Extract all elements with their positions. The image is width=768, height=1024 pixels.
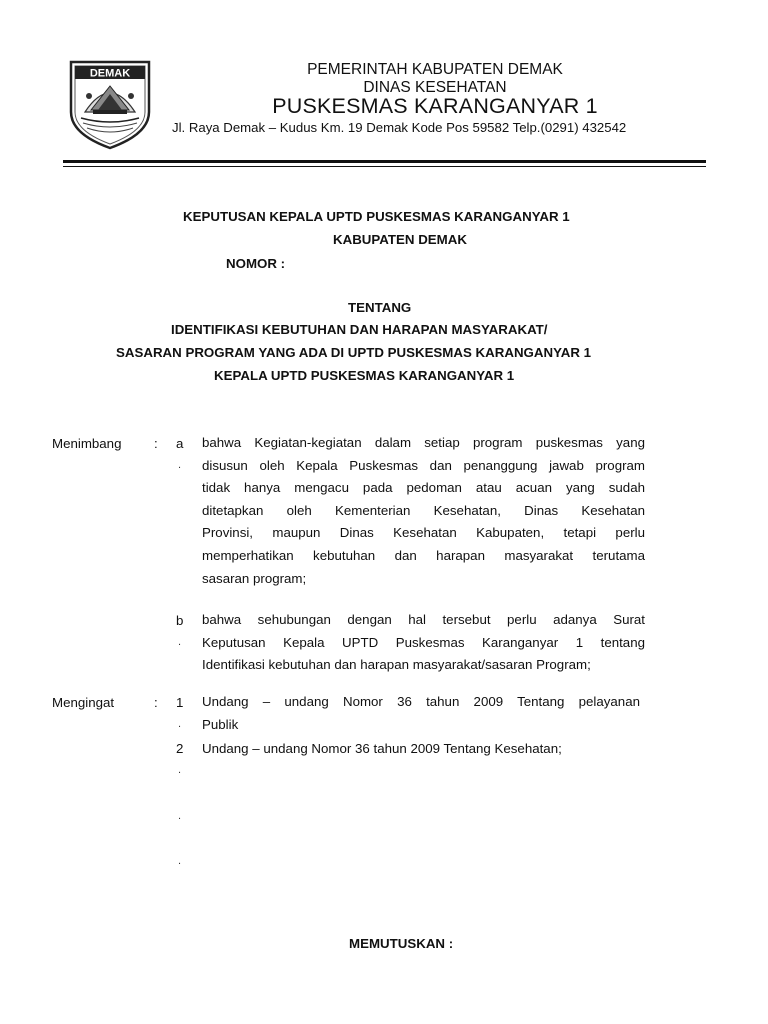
mengingat-empty-dot: . xyxy=(178,855,182,867)
letterhead-institution: PUSKESMAS KARANGANYAR 1 xyxy=(272,94,598,118)
decree-region: KABUPATEN DEMAK xyxy=(333,232,467,247)
paragraph-line: sasaran program; xyxy=(202,570,307,586)
paragraph-line: ditetapkan oleh Kementerian Kesehatan, Dinas Kesehatan xyxy=(202,502,645,518)
demak-emblem-icon xyxy=(67,60,153,150)
menimbang-item-a xyxy=(202,432,645,590)
letterhead-rule-thick xyxy=(63,160,706,163)
menimbang-item-b xyxy=(202,609,645,677)
menimbang-dot-a: . xyxy=(178,459,182,471)
decree-subject-line2: SASARAN PROGRAM YANG ADA DI UPTD PUSKESMAS KARANGANYAR 1 xyxy=(116,345,592,360)
mengingat-empty-dot: . xyxy=(178,810,182,822)
paragraph-line: bahwa sehubungan dengan hal tersebut perlu adanya Surat xyxy=(202,612,645,627)
mengingat-item-2: Undang – undang Nomor 36 tahun 2009 Tentang Kesehatan; xyxy=(202,741,562,756)
decree-title: KEPUTUSAN KEPALA UPTD PUSKESMAS KARANGANYAR 1 xyxy=(183,209,570,224)
menimbang-colon: : xyxy=(154,436,158,451)
letterhead-address: Jl. Raya Demak – Kudus Km. 19 Demak Kode Pos 59582 Telp.(0291) 432542 xyxy=(172,120,627,135)
letterhead-government: PEMERINTAH KABUPATEN DEMAK xyxy=(307,61,563,78)
mengingat-dot-1: . xyxy=(178,718,182,730)
mengingat-colon: : xyxy=(154,695,158,710)
paragraph-line: Identifikasi kebutuhan dan harapan masyarakat/sasaran Program; xyxy=(202,657,591,673)
letterhead-rule-thin xyxy=(63,166,706,167)
paragraph-line: memperhatikan kebutuhan dan harapan masyarakat terutama xyxy=(202,547,645,563)
mengingat-dot-2: . xyxy=(178,764,182,776)
paragraph-line: bahwa Kegiatan-kegiatan dalam setiap program puskesmas yang xyxy=(202,435,645,450)
menimbang-label: Menimbang xyxy=(52,436,122,451)
decree-number: NOMOR : xyxy=(226,256,286,271)
mengingat-marker-2: 2 xyxy=(176,741,184,756)
decree-subject-line3: KEPALA UPTD PUSKESMAS KARANGANYAR 1 xyxy=(214,368,515,383)
paragraph-line: tidak hanya mengacu pada pedoman atau acuan yang sudah xyxy=(202,480,645,496)
paragraph-line: Publik xyxy=(202,716,239,732)
paragraph-line: Provinsi, maupun Dinas Kesehatan Kabupaten, tetapi perlu xyxy=(202,525,645,541)
memutuskan-heading: MEMUTUSKAN : xyxy=(349,936,454,951)
letterhead-department: DINAS KESEHATAN xyxy=(363,79,507,96)
mengingat-item-1 xyxy=(202,691,640,736)
paragraph-line: Undang – undang Nomor 36 tahun 2009 Tentang pelayanan xyxy=(202,694,640,709)
mengingat-marker-1: 1 xyxy=(176,695,184,710)
mengingat-label: Mengingat xyxy=(52,695,115,710)
paragraph-line: Keputusan Kepala UPTD Puskesmas Karanganyar 1 tentang xyxy=(202,634,645,650)
logo-text: DEMAK xyxy=(89,67,131,80)
paragraph-line: disusun oleh Kepala Puskesmas dan penanggung jawab program xyxy=(202,457,645,473)
menimbang-dot-b: . xyxy=(178,636,182,648)
decree-tentang: TENTANG xyxy=(348,300,412,315)
menimbang-marker-b: b xyxy=(176,613,184,628)
menimbang-marker-a: a xyxy=(176,436,184,451)
decree-subject-line1: IDENTIFIKASI KEBUTUHAN DAN HARAPAN MASYARAKAT/ xyxy=(171,322,548,337)
